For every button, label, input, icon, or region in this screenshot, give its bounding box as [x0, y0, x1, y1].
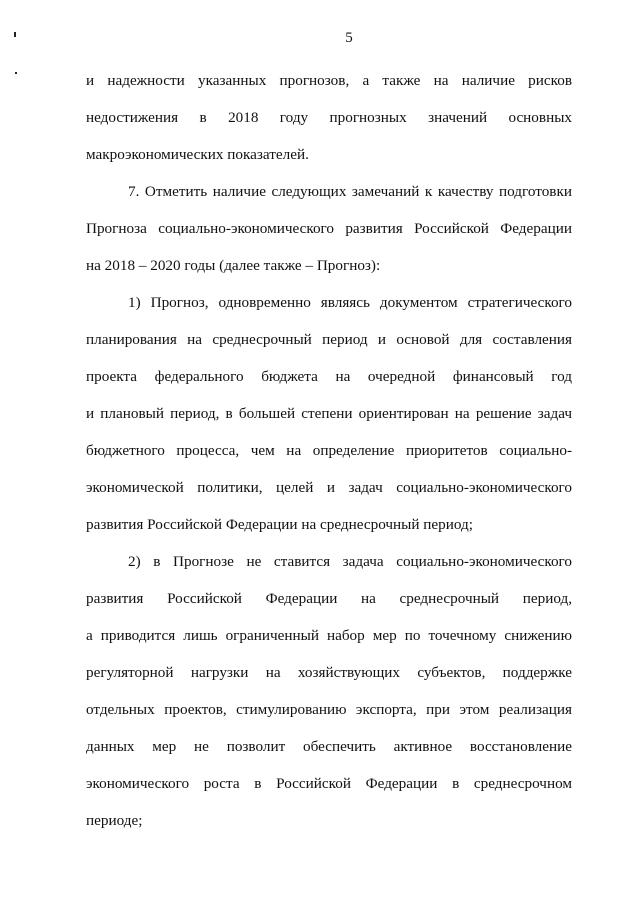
text-line: 7. Отметить наличие следующих замечаний к качеству подготовки	[128, 183, 572, 200]
text-line: а приводится лишь ограниченный набор мер по точечному снижению	[86, 627, 572, 644]
text-line: регуляторной нагрузки на хозяйствующих субъектов, поддержке	[86, 664, 572, 681]
text-line: на 2018 – 2020 годы (далее также – Прогноз):	[86, 257, 381, 274]
scan-artifact-dot	[15, 72, 17, 74]
text-line: Прогноза социально-экономического развития Российской Федерации	[86, 220, 572, 237]
text-line: экономического роста в Российской Федерации в среднесрочном	[86, 775, 572, 792]
text-line: развития Российской Федерации на среднесрочный период;	[86, 516, 473, 533]
text-line: планирования на среднесрочный период и основой для составления	[86, 331, 572, 348]
document-body	[86, 62, 572, 839]
text-line: отдельных проектов, стимулированию экспорта, при этом реализация	[86, 701, 572, 718]
text-line: 2) в Прогнозе не ставится задача социально-экономического	[128, 553, 572, 570]
text-line: проекта федерального бюджета на очередной финансовый год	[86, 368, 572, 385]
text-line: периоде;	[86, 812, 143, 829]
text-line: недостижения в 2018 году прогнозных значений основных	[86, 109, 572, 126]
text-line: бюджетного процесса, чем на определение приоритетов социально-	[86, 442, 572, 459]
text-line: и плановый период, в большей степени ориентирован на решение задач	[86, 405, 572, 422]
text-line: и надежности указанных прогнозов, а также на наличие рисков	[86, 72, 572, 89]
page-number: 5	[345, 30, 353, 46]
text-line: развития Российской Федерации на среднесрочный период,	[86, 590, 572, 607]
text-line: 1) Прогноз, одновременно являясь документом стратегического	[128, 294, 572, 311]
text-line: экономической политики, целей и задач социально-экономического	[86, 479, 572, 496]
text-line: макроэкономических показателей.	[86, 146, 309, 163]
text-line: данных мер не позволит обеспечить активное восстановление	[86, 738, 572, 755]
